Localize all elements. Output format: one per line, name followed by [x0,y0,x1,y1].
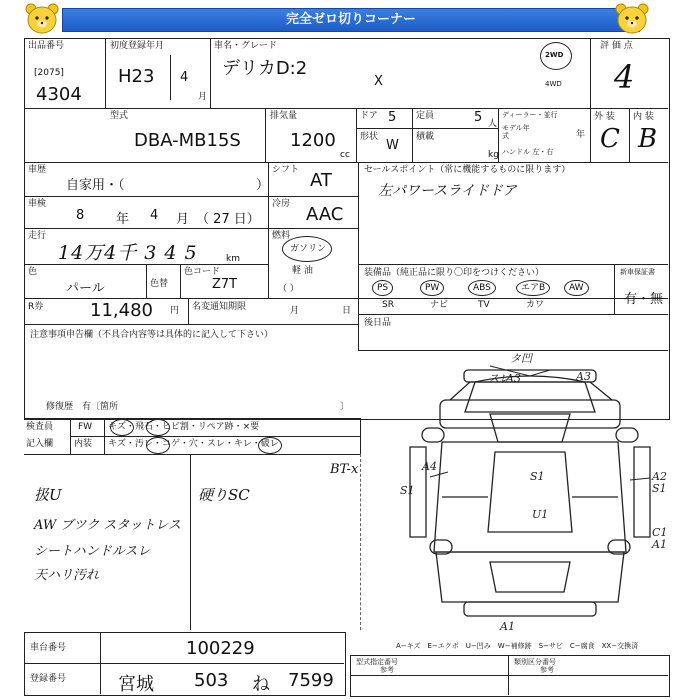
warranty-label: 新車保証書 [620,268,655,276]
chassis-value: 100229 [186,638,255,659]
equipment-item: ナビ [430,300,449,310]
equipment-item: カワ [526,300,545,310]
plate-label: 登録番号 [30,674,67,684]
plate-area: 宮城 [118,674,154,695]
rating-label: 評 価 点 [600,41,633,51]
warranty-value: 有・無 [624,292,664,307]
inspection-month-unit: 月 [176,212,190,227]
equipment-item: エアB [516,280,550,296]
reg-month: 4 [180,70,189,85]
repair-history: 修復歴 有〔箇所 [46,402,119,412]
interior-items: キズ・汚レ・コゲ・穴・スレ・キレ・破レ [108,439,279,449]
fuel-paren: （ ） [278,284,299,294]
diagram-mark: タ凹 [510,352,532,365]
note-line-3: シートハンドルスレ [34,544,151,559]
handle-label: ハンドル 左・右 [502,148,554,156]
equipment-item: PS [372,280,393,296]
diagram-mark: S1 [530,470,545,483]
banner-title: 完全ゼロ切りコーナー [62,8,640,32]
damage-legend: A−キズ E−エクボ U−凹み W−補修跡 S−サビ C−腐食 XX−交換済 [396,642,639,650]
car-label: 車名・グレード [214,41,278,51]
name-change-month: 月 [290,306,300,316]
reg-era: H23 [118,66,155,87]
note-line-4: 天ハリ汚れ [34,568,100,583]
inspector-label-2: 記入欄 [26,439,54,449]
bear-mascot-icon [22,2,62,36]
sales-label: セールスポイント（常に機能するものに限ります） [364,165,571,175]
diagram-mark: U1 [532,508,549,521]
header-banner [0,0,700,38]
body-type-value: W [386,138,399,153]
model-year-label: モデル年式 [502,124,530,140]
drive-2wd: 2WD [545,51,564,59]
color-change-label: 色替 [150,279,169,289]
doors-label: ドア [360,111,378,121]
load-label: 積載 [416,132,435,142]
mileage-value: 14万4千 3 4 5 [58,242,198,264]
car-grade: X [374,74,383,89]
circle-mark [146,419,170,436]
bottom-right-frame [350,655,670,697]
circle-mark [146,437,170,454]
equipment-item: TV [478,300,490,310]
sales-text: 左パワースライドドア [378,183,517,199]
reg-month-unit: 月 [198,92,208,102]
exterior-label: 外 装 [594,112,615,122]
name-change-label: 名変通知期限 [192,302,247,312]
history-close: ） [256,178,270,193]
fw-items: キズ・飛石・ヒビ割・リペア跡・×要 [108,422,260,432]
chassis-label: 車台番号 [30,643,67,653]
diagram-mark: スレ [488,372,510,385]
drive-4wd: 4WD [545,80,562,88]
displacement-unit: cc [340,150,350,160]
diagram-mark: A1 [500,620,515,632]
car-damage-diagram [380,352,680,632]
ac-value: AAC [306,204,344,225]
color-code: Z7T [212,277,238,292]
plate-number: 7599 [288,670,334,691]
fuel-label: 燃料 [272,231,291,241]
rating-score: 4 [614,58,635,96]
load-unit: kg [488,150,499,160]
reference-label: 参考 [380,666,394,674]
shift-value: AT [310,170,332,191]
fw-label: FW [78,422,93,432]
diagram-mark: A2 [652,470,667,483]
mileage-label: 走行 [28,231,47,241]
doors-value: 5 [388,110,397,125]
inspection-label: 車検 [28,199,47,209]
plate-kana: ね [252,674,270,695]
interior-grade: B [638,124,658,154]
interior-items-label: 内装 [74,439,93,449]
plate-class: 503 [194,670,229,691]
note-bt: BT-x [330,462,359,477]
inspection-month: 4 [150,208,159,223]
rear-seat-label: 後日品 [364,318,392,328]
color-value: パール [66,281,105,296]
notes-label: 注意事項申告欄（不具合内容等は具体的に記入して下さい） [30,330,274,340]
capacity-unit: 人 [488,119,498,129]
equipment-label: 装備品（純正品に限り〇印をつけください） [364,268,545,278]
history-value: 自家用・（ [66,178,125,193]
bear-mascot-icon [612,2,652,36]
note-line-2: AW ブツク スタットレス [34,518,181,533]
reference-label: 参考 [540,666,554,674]
circle-mark [258,437,282,454]
inspector-label-1: 検査員 [26,422,54,432]
capacity-label: 定員 [416,111,435,121]
exterior-grade: C [600,124,620,154]
displacement-value: 1200 [290,130,336,151]
equipment-item: ABS [468,280,496,296]
inspection-year-unit: 年 [116,212,130,227]
diagram-mark: A3 [506,372,521,385]
inspection-day: （ 27 日） [196,212,260,227]
tax-unit: 円 [170,306,180,316]
tax-label: R券 [28,302,44,312]
mileage-unit: km [226,254,240,264]
circle-mark [110,419,134,436]
ac-label: 冷房 [272,199,291,209]
diagram-mark: A1 [652,538,667,551]
equipment-item: PW [420,280,444,296]
shift-label: シフト [272,165,300,175]
lot-number: 4304 [36,84,82,105]
diagram-mark: A4 [422,460,437,473]
model-value: DBA-MB15S [134,130,241,151]
note-right-1: 硬りSC [198,486,250,504]
diagram-mark: A3 [576,370,591,383]
inspection-year: 8 [76,208,85,223]
equipment-item: SR [382,300,394,310]
type-designation-label: 型式指定番号 [356,658,398,666]
displacement-label: 排気量 [270,111,298,121]
reg-label: 初度登録年月 [110,41,165,51]
car-name: デリカD:2 [222,58,308,79]
diagram-mark: S1 [400,484,415,497]
category-number-label: 類別区分番号 [514,658,556,666]
dealer-label: ディーラー・並行 [502,111,558,119]
lot-code: [2075] [34,68,64,78]
fuel-gas: ガソリン [290,244,327,254]
note-line-1: 扱U [34,486,62,504]
capacity-value: 5 [474,110,483,125]
model-year-unit: 年 [576,130,586,140]
repair-history-close: 〕 [340,402,350,412]
equipment-item: AW [564,280,589,296]
fuel-diesel: 軽 油 [292,266,313,276]
history-label: 車歴 [28,165,47,175]
model-label: 型式 [110,111,129,121]
color-code-label: 色コード [184,267,221,277]
body-type-label: 形状 [360,132,379,142]
interior-label: 内 装 [633,112,654,122]
color-label: 色 [28,267,38,277]
diagram-mark: S1 [652,482,667,495]
tax-value: 11,480 [90,300,153,321]
lot-label: 出品番号 [28,41,65,51]
diagram-mark: C1 [652,526,668,539]
name-change-day: 日 [342,306,352,316]
